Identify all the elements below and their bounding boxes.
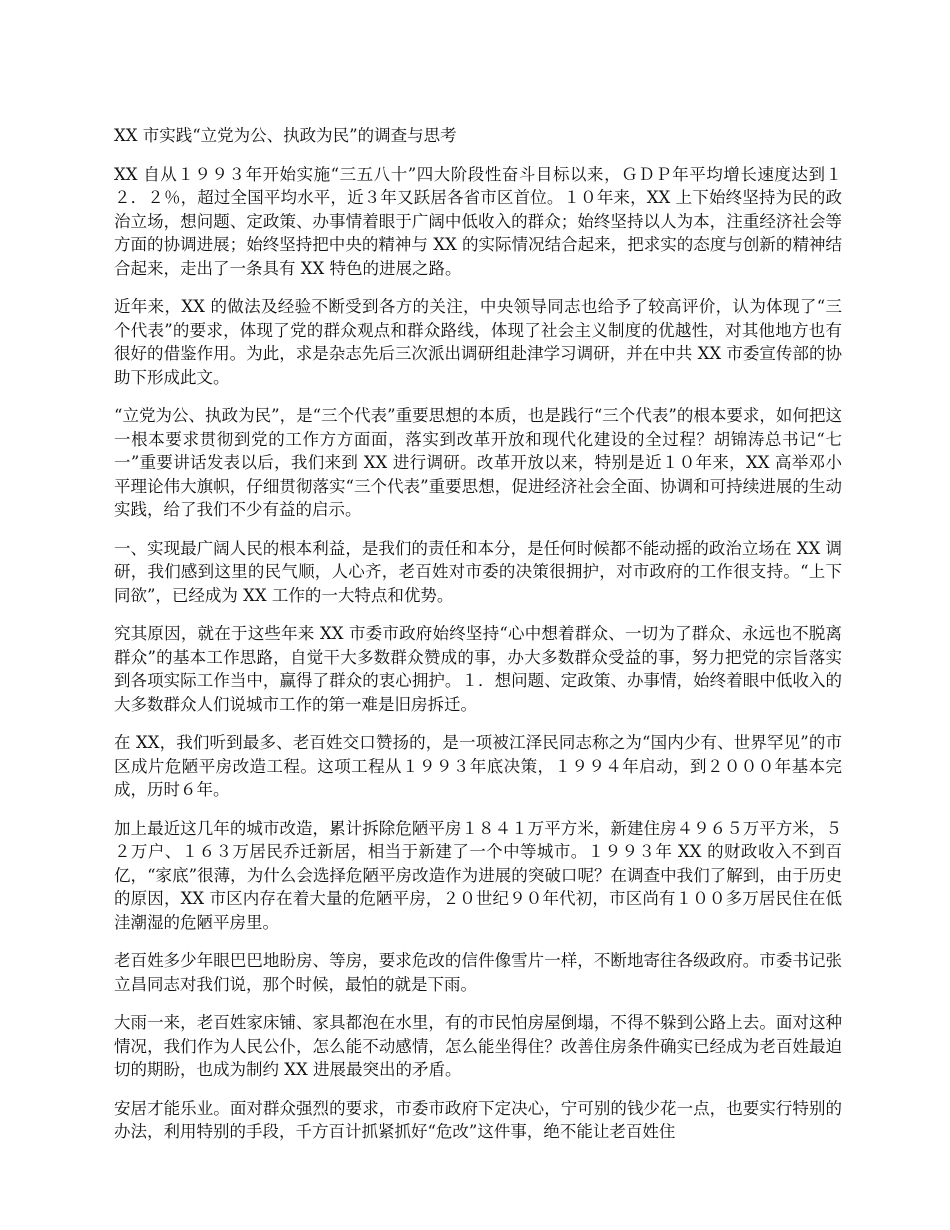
document-page: [114, 124, 842, 1159]
paragraph: 老百姓多少年眼巴巴地盼房、等房，要求危改的信件像雪片一样，不断地寄往各级政府。市委书记张立昌同志对我们说，那个时候，最怕的就是下雨。: [114, 951, 842, 994]
paragraph: 一、实现最广阔人民的根本利益，是我们的责任和本分，是任何时候都不能动摇的政治立场在 XX 调研，我们感到这里的民气顺，人心齐，老百姓对市委的决策很拥护，对市政府的工作很支持。“上下同欲”，已经成为 XX 工作的一大特点和优势。: [114, 538, 842, 605]
paragraph: 安居才能乐业。面对群众强烈的要求，市委市政府下定决心，宁可别的钱少花一点，也要实行特别的办法，利用特别的手段，千方百计抓紧抓好“危改”这件事，绝不能让老百姓住: [114, 1098, 842, 1141]
paragraph: “立党为公、执政为民”，是“三个代表”重要思想的本质，也是践行“三个代表”的根本要求，如何把这一根本要求贯彻到党的工作方方面面，落实到改革开放和现代化建设的全过程？胡锦涛总书记“七一”重要讲话发表以后，我们来到 XX 进行调研。改革开放以来，特别是近１０年来，XX 高举邓小平理论伟大旗帜，仔细贯彻落实“三个代表”重要思想，促进经济社会全面、协调和可持续进展的生动实践，给了我们不少有益的启示。: [114, 406, 842, 519]
paragraph: 在 XX，我们听到最多、老百姓交口赞扬的，是一项被江泽民同志称之为“国内少有、世界罕见”的市区成片危陋平房改造工程。这项工程从１９９３年底决策，１９９４年启动，到２０００年基本完成，历时６年。: [114, 733, 842, 799]
paragraph: 大雨一来，老百姓家床铺、家具都泡在水里，有的市民怕房屋倒塌，不得不躲到公路上去。面对这种情况，我们作为人民公仆，怎么能不动感情，怎么能坐得住？改善住房条件确实已经成为老百姓最迫切的期盼，也成为制约 XX 进展最突出的矛盾。: [114, 1013, 842, 1079]
document-title: XX 市实践“立党为公、执政为民”的调查与思考: [114, 126, 457, 145]
paragraph: 加上最近这几年的城市改造，累计拆除危陋平房１８４１万平方米，新建住房４９６５万平方米，５２万户、１６３万居民乔迁新居，相当于新建了一个中等城市。１９９３年 XX 的财政收入不到百亿，“家底”很薄，为什么会选择危陋平房改造作为进展的突破口呢？在调查中我们了解到，由于历史的原因，XX 市区内存在着大量的危陋平房，２０世纪９０年代初，市区尚有１００多万居民住在低洼潮湿的危陋平房里。: [114, 818, 842, 932]
paragraph: 究其原因，就在于这些年来 XX 市委市政府始终坚持“心中想着群众、一切为了群众、永远也不脱离群众”的基本工作思路，自觉干大多数群众赞成的事，办大多数群众受益的事，努力把党的宗旨落实到各项实际工作当中，赢得了群众的衷心拥护。１．想问题、定政策、办事情，始终着眼中低收入的大多数群众人们说城市工作的第一难是旧房拆迁。: [114, 624, 842, 714]
paragraph: XX 自从１９９３年开始实施“三五八十”四大阶段性奋斗目标以来，ＧＤＰ年平均增长速度达到１２．２％，超过全国平均水平，近３年又跃居各省市区首位。１０年来，XX 上下始终坚持为民的政治立场，想问题、定政策、办事情着眼于广阔中低收入的群众；始终坚持以人为本，注重经济社会等方面的协调进展；始终坚持把中央的精神与 XX 的实际情况结合起来，把求实的态度与创新的精神结合起来，走出了一条具有 XX 特色的进展之路。: [114, 164, 842, 278]
paragraph: 近年来，XX 的做法及经验不断受到各方的关注，中央领导同志也给予了较高评价，认为体现了“三个代表”的要求，体现了党的群众观点和群众路线，体现了社会主义制度的优越性，对其他地方也有很好的借鉴作用。为此，求是杂志先后三次派出调研组赴津学习调研，并在中共 XX 市委宣传部的协助下形成此文。: [114, 297, 842, 387]
